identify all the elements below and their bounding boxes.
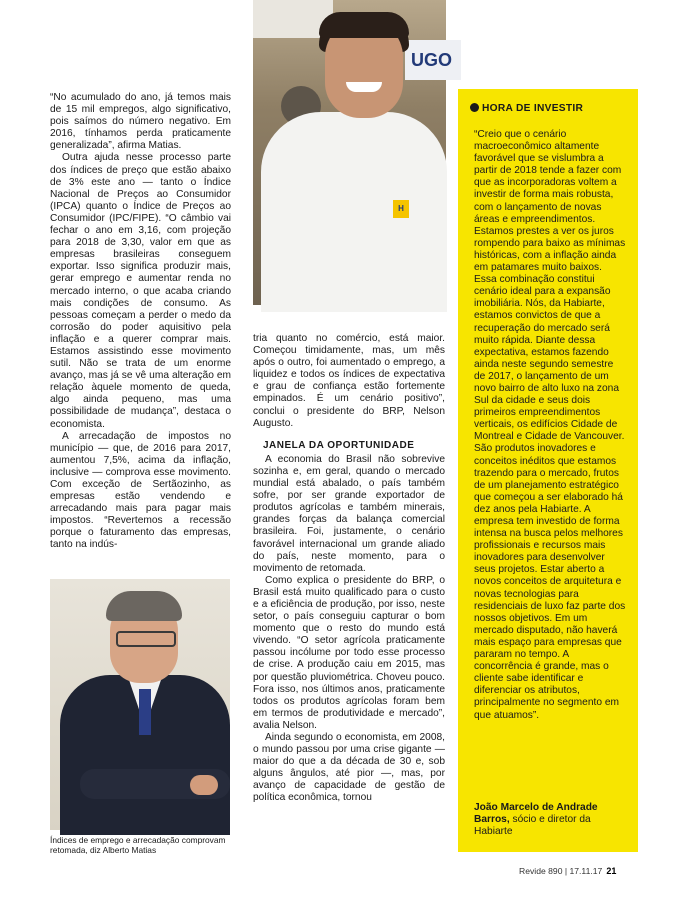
text-column-1 <box>50 92 231 552</box>
smile <box>346 82 382 92</box>
sidebar-signature <box>474 802 626 838</box>
gray-hair <box>106 591 182 621</box>
paragraph: Outra ajuda nesse processo parte dos índices de preço que estão abaixo de 3% este ano — tanto o Índice Nacional de Preços ao Consumidor (IPCA) quanto o Índice de Preços ao Consumidor (IPC/FIPE). “O câmbio vai fechar o ano em 3,16, com projeção para 2018 de 3,30, valor em que as empresas brasileiras conseguem exportar. Isso significa produzir mais, gerar emprego e aumentar renda no mercado interno, o que acaba criando mais condições de consumo. As pessoas começam a perder o medo da corrosão do poder aquisitivo pela inflação e a querer comprar mais. Estamos assistindo esse movimento sutil. Não se trata de um enorme avanço, mas já se vê uma alteração em relação àquele momento de queda, algo ainda pequeno, mas uma possibilidade de mudança”, destaca o economista. <box>50 152 231 430</box>
text-column-2 <box>253 333 445 805</box>
page-footer <box>519 866 616 876</box>
sidebar-title <box>470 103 583 114</box>
portrait-photo-alberto-matias <box>50 579 230 830</box>
paragraph: “No acumulado do ano, já temos mais de 15 mil empregos, algo significativo, pois saímos do número negativo. Em 2016, tínhamos perda praticamente generalizada”, afirma Matias. <box>50 92 231 152</box>
tie <box>139 689 151 735</box>
hand <box>190 775 218 795</box>
paragraph: tria quanto no comércio, está maior. Começou timidamente, mas, um mês após o outro, foi aumentado o emprego, a liquidez e todos os índices de expectativa e grau de confiança estão fortemente empinados. É um cenário positivo”, conclui o presidente do BRP, Nelson Augusto. <box>253 333 445 429</box>
hair-top <box>319 12 409 38</box>
sidebar-quote: “Creio que o cenário macroeconômico altamente favorável que se vislumbra a partir de 2018 tende a fazer com que as incorporadoras voltem a investir de forma mais robusta, com o lançamento de novas áreas e empreendimentos. Estamos prestes a ver os juros rompendo para baixo as mínimas históricas, com a inflação ainda em patamares muito baixos. Essa combinação constitui cenário ideal para a expansão imobiliária. Nós, da Habiarte, estamos convictos de que a recuperação do mercado será muito rápida. Diante dessa expectativa, estamos fazendo ainda neste segundo semestre de 2017, o lançamento de um novo bairro de alto luxo na zona Sul da cidade e seus dois primeiros empreendimentos verticais, os edifícios Cidade de Montreal e Cidade de Vancouver. São produtos inovadores e conceitos inéditos que estamos trazendo para o mercado, frutos de um planejamento estratégico que começou a ser elaborado há dez anos pela Habiarte. A empresa tem investido de forma intensa na busca pelos melhores profissionais e recursos mais inovadores para desenvolver seus projetos. Estar aberto a novos conceitos de arquitetura e novas tecnologias para residenciais de luxo faz parte dos nossos objetivos. Em um mercado disputado, não haverá mais espaço para empresas que pararam no tempo. A concorrência é grande, mas o cliente sabe identificar e diferenciar os atributos, principalmente no segmento em que atuamos”. <box>474 129 626 721</box>
shirt-logo: H <box>393 200 409 218</box>
yellow-sidebar-box <box>458 89 638 852</box>
page-number: 21 <box>606 866 617 876</box>
issue-info: Revide 890 | 17.11.17 <box>519 866 603 876</box>
glasses <box>116 631 176 647</box>
section-subhead: JANELA DA OPORTUNIDADE <box>263 439 415 451</box>
photo-caption: Índices de emprego e arrecadação comprovam retomada, diz Alberto Matias <box>50 835 226 855</box>
paragraph: Como explica o presidente do BRP, o Brasil está muito qualificado para o custo e a eficiência de produção, por isso, neste setor, o país conseguiu capturar o bom momento que o resto do mundo está vivendo. “O setor agrícola praticamente passou incólume por todo esse processo de crise. A produção caiu em 2015, mas por questão pluviométrica. Choveu pouco. Fora isso, nos últimos anos, praticamente todos os produtos agrícolas foram bem em termos de produtividade e mercado”, avalia Nelson. <box>253 574 445 731</box>
white-shirt <box>261 112 447 312</box>
signature-role: sócio e diretor da Habiarte <box>474 814 591 838</box>
background-sign: UGO <box>405 40 461 80</box>
paragraph: A economia do Brasil não sobrevive sozinha e, em geral, quando o mercado mundial está abalado, o país também sofre, por ser grande exportador de produtos agrícolas e também minerais, grandes forças da balança comercial brasileira. Foi, justamente, o cenário favorável internacional um grande aliado do país, neste momento, para o movimento de retomada. <box>253 453 445 574</box>
sidebar-title-text: HORA DE INVESTIR <box>482 103 584 114</box>
signature-name: João Marcelo de Andrade Barros, <box>474 802 598 826</box>
paragraph: A arrecadação de impostos no município — que, de 2016 para 2017, aumentou 7,5%, acima da inflação, inclusive — comprova esse movimento. Com exceção de Sertãozinho, as empresas estão vendendo e arrecadando mais para pagar mais impostos. “Revertemos a recessão porque o faturamento das empresas, tanto na indús- <box>50 430 231 551</box>
portrait-photo-joao-marcelo <box>253 0 453 305</box>
bullet-dot-icon <box>470 103 479 112</box>
paragraph: Ainda segundo o economista, em 2008, o mundo passou por uma crise gigante — maior do que a da década de 30 e, sob alguns ângulos, até pior —, mas, por avanço de capacidade de gestão de política econômica, tornou <box>253 732 445 804</box>
